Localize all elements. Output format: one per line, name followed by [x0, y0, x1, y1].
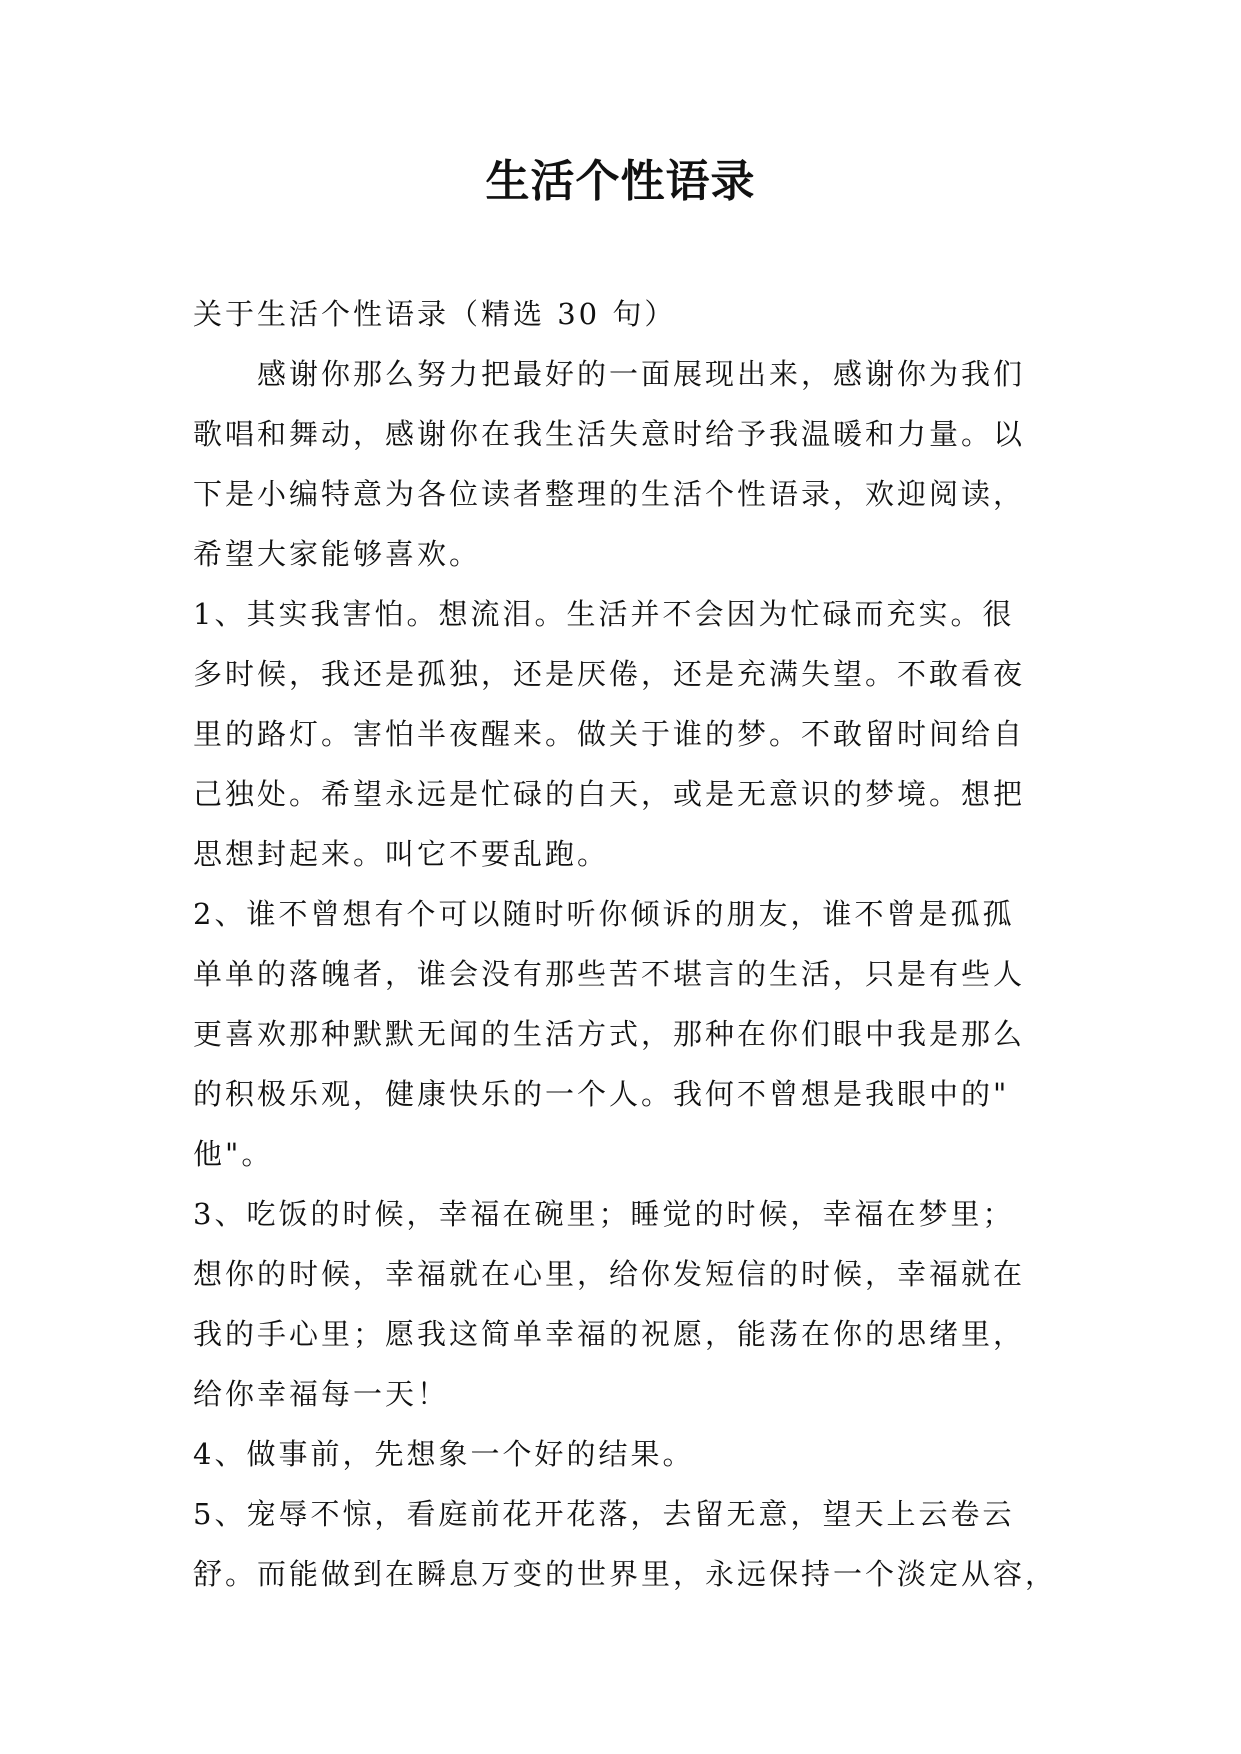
document-title: 生活个性语录: [485, 156, 756, 207]
quote-4-line: 4、做事前，先想象一个好的结果。: [193, 1437, 695, 1471]
intro-paragraph-line: 下是小编特意为各位读者整理的生活个性语录，欢迎阅读，: [193, 477, 1026, 511]
quote-2-line: 单单的落魄者，谁会没有那些苦不堪言的生活，只是有些人: [193, 957, 1026, 991]
quote-1-line: 1、其实我害怕。想流泪。生活并不会因为忙碌而充实。很: [193, 597, 1015, 631]
intro-heading-line: 关于生活个性语录（精选 30 句）: [193, 297, 677, 331]
quote-3-line: 想你的时候，幸福就在心里，给你发短信的时候，幸福就在: [193, 1257, 1026, 1291]
quote-2-line: 2、谁不曾想有个可以随时听你倾诉的朋友，谁不曾是孤孤: [193, 897, 1015, 931]
intro-paragraph-line: 希望大家能够喜欢。: [193, 537, 482, 571]
quote-2-line: 的积极乐观，健康快乐的一个人。我何不曾想是我眼中的": [193, 1077, 1010, 1111]
intro-paragraph-line: 歌唱和舞动，感谢你在我生活失意时给予我温暖和力量。以: [193, 417, 1026, 451]
document-body: [193, 284, 1058, 1604]
quote-1-line: 己独处。希望永远是忙碌的白天，或是无意识的梦境。想把: [193, 777, 1026, 811]
quote-2-line: 更喜欢那种默默无闻的生活方式，那种在你们眼中我是那么: [193, 1017, 1026, 1051]
quote-3-line: 3、吃饭的时候，幸福在碗里；睡觉的时候，幸福在梦里；: [193, 1197, 1015, 1231]
quote-1-line: 里的路灯。害怕半夜醒来。做关于谁的梦。不敢留时间给自: [193, 717, 1026, 751]
quote-2-line: 他"。: [193, 1137, 274, 1171]
quote-3-line: 给你幸福每一天！: [193, 1377, 450, 1411]
quote-3-line: 我的手心里；愿我这简单幸福的祝愿，能荡在你的思绪里，: [193, 1317, 1026, 1351]
quote-5-line: 舒。而能做到在瞬息万变的世界里，永远保持一个淡定从容，: [193, 1557, 1058, 1591]
quote-5-line: 5、宠辱不惊，看庭前花开花落，去留无意，望天上云卷云: [193, 1497, 1015, 1531]
intro-paragraph-line: 感谢你那么努力把最好的一面展现出来，感谢你为我们: [257, 357, 1026, 391]
quote-1-line: 多时候，我还是孤独，还是厌倦，还是充满失望。不敢看夜: [193, 657, 1026, 691]
quote-1-line: 思想封起来。叫它不要乱跑。: [193, 837, 610, 871]
